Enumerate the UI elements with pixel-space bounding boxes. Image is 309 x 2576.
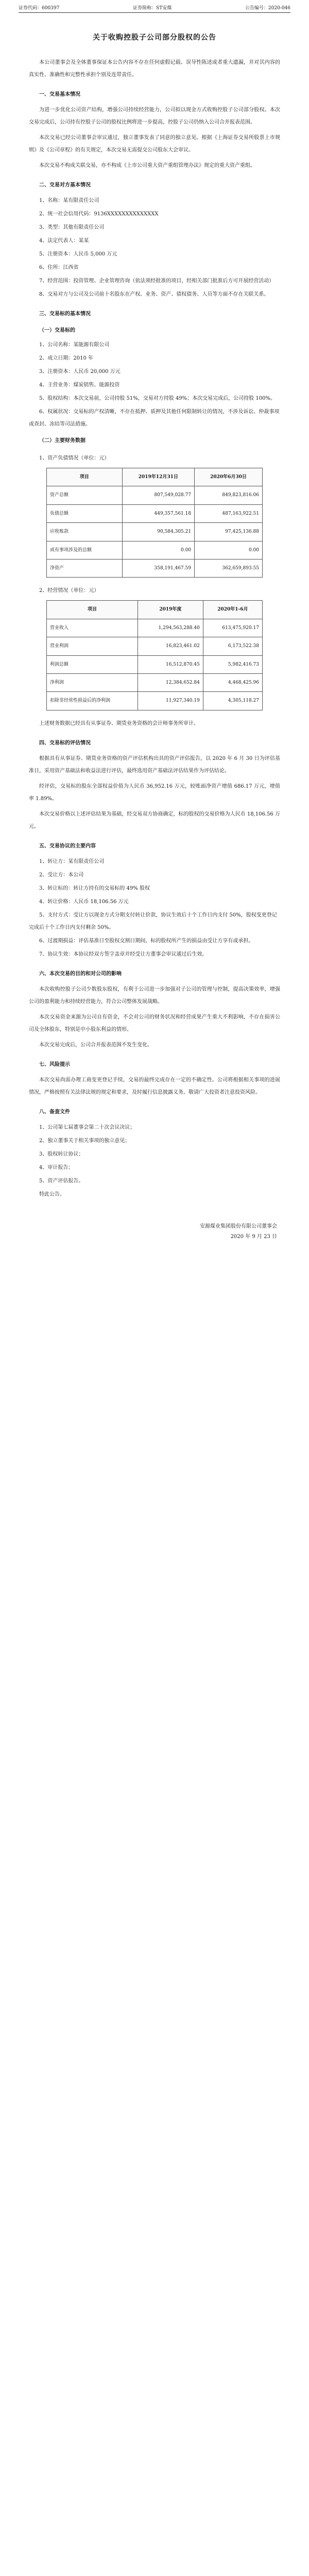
paragraph: 本次交易已经公司董事会审议通过，独立董事发表了同意的独立意见。根据《上海证券交易所股票上市规则》及《公司章程》的有关规定，本次交易无需提交公司股东大会审议。: [29, 135, 280, 153]
subsection-heading: （一）交易标的: [39, 328, 75, 333]
list-item: 1、公司名称：某能源有限公司: [39, 342, 110, 348]
table-row: [47, 523, 263, 541]
table-row: [47, 692, 263, 710]
list-item: 2、成立日期：2010 年: [39, 355, 93, 361]
table-cell: 6,173,522.38: [203, 637, 262, 655]
table-row: [47, 619, 263, 637]
list-item: 6、权属状况：交易标的产权清晰，不存在抵押、质押及其他任何限制转让的情况，不涉及诉讼、仲裁事项或查封、冻结等司法措施。: [29, 409, 280, 427]
section-heading: 七、风险提示: [39, 1061, 70, 1067]
table-cell: 4,468,425.96: [203, 673, 262, 691]
list-item: 2、独立董事关于相关事项的独立意见；: [39, 1138, 130, 1144]
list-item: 5、支付方式：受让方以现金方式分期支付转让价款，协议生效后十个工作日内支付 50%，股权变更登记完成后十个工作日内支付剩余 50%。: [29, 912, 277, 930]
list-item: 8、交易对方与公司及公司前十名股东在产权、业务、资产、债权债务、人员等方面不存在关联关系。: [39, 292, 269, 297]
section-heading: 八、备查文件: [39, 1109, 70, 1115]
paragraph: 本次交易尚需办理工商变更登记手续，交易的最终完成存在一定的不确定性。公司将根据相关事项的进展情况，严格按照有关法律法规的规定和要求，及时履行信息披露义务。敬请广大投资者注意投资风险。: [29, 1077, 280, 1095]
table-row: [47, 559, 263, 577]
signature-block: [29, 1222, 277, 1242]
announcement-number: 公告编号：2020-046: [245, 6, 290, 11]
table-row: [47, 541, 263, 559]
stock-name: 证券简称：ST安煤: [133, 6, 172, 11]
table-cell: 12,384,652.84: [138, 673, 203, 691]
intro-statement: 本公司董事会及全体董事保证本公告内容不存在任何虚假记载、误导性陈述或者重大遗漏，并对其内容的真实性、准确性和完整性承担个别及连带责任。: [29, 60, 280, 78]
list-item: 5、资产评估报告。: [39, 1178, 84, 1184]
list-item: 7、经营范围：投资管理、企业管理咨询（依法须经批准的项目，经相关部门批准后方可开展经营活动）: [39, 278, 274, 284]
list-item: 3、股权转让协议；: [39, 1151, 84, 1157]
table-caption: 2、经营情况（单位：元）: [39, 588, 99, 594]
list-item: 1、公司第七届董事会第二十次会议决议；: [39, 1124, 135, 1130]
table-cell: 90,584,305.21: [122, 523, 195, 541]
column-header: 2019年度: [138, 601, 203, 619]
table-row: [47, 504, 263, 522]
row-label: 应收账款: [47, 523, 123, 541]
row-label: 扣除非经常性损益后的净利润: [47, 692, 138, 710]
table-cell: 362,659,893.55: [195, 559, 263, 577]
table-cell: 16,823,461.02: [138, 637, 203, 655]
column-header: 项目: [47, 601, 138, 619]
section-heading: 三、交易标的基本情况: [39, 311, 91, 317]
table-row: [47, 655, 263, 673]
column-header: 2019年12月31日: [122, 468, 195, 486]
list-item: 7、协议生效：本协议经双方签字盖章并经受让方董事会审议通过后生效。: [39, 951, 208, 957]
list-item: 4、法定代表人：某某: [39, 238, 89, 244]
signature-date: 2020 年 9 月 23 日: [230, 1233, 277, 1240]
list-item: 2、受让方：本公司: [39, 872, 84, 878]
column-header: 2020年1-6月: [203, 601, 262, 619]
table-cell: 0.00: [195, 541, 263, 559]
table-cell: 487,163,922.51: [195, 504, 263, 522]
list-item: 6、住所：江西省: [39, 265, 79, 270]
table-caption: 1、资产负债情况（单位：元）: [39, 455, 110, 461]
table-cell: 613,475,920.17: [203, 619, 262, 637]
column-header: 项目: [47, 468, 123, 486]
stock-code: 证券代码：600397: [19, 6, 60, 11]
table-cell: 16,512,870.45: [138, 655, 203, 673]
row-label: 营业收入: [47, 619, 138, 637]
audit-note: 上述财务数据已经具有从事证券、期货业务资格的会计师事务所审计。: [39, 720, 199, 726]
section-heading: 四、交易标的评估情况: [39, 740, 91, 746]
row-label: 或有事项涉及的总额: [47, 541, 123, 559]
list-item: 1、名称：某有限责任公司: [39, 198, 99, 204]
table-cell: 358,191,467.59: [122, 559, 195, 577]
section-heading: 二、交易对方基本情况: [39, 182, 91, 188]
table-cell: 11,927,340.19: [138, 692, 203, 710]
table-row: [47, 673, 263, 691]
list-item: 3、转让标的：转让方持有的交易标的 49% 股权: [39, 885, 150, 891]
table-header-row: [47, 601, 263, 619]
table-cell: 4,305,118.27: [203, 692, 262, 710]
list-item: 2、统一社会信用代码：9136XXXXXXXXXXXXXX: [39, 211, 159, 217]
row-label: 资产总额: [47, 486, 123, 504]
balance-sheet-table: [46, 468, 263, 578]
paragraph: 本次交易价格以上述评估结果为基础，经交易双方协商确定，标的股权的交易价格为人民币 18,106.56 万元。: [29, 811, 280, 829]
row-label: 净资产: [47, 559, 123, 577]
paragraph: 为进一步优化公司资产结构，增强公司持续经营能力，公司拟以现金方式收购控股子公司部分股权。本次交易完成后，公司持有控股子公司的股权比例将进一步提高，控股子公司仍纳入公司合并报表范围。: [29, 107, 280, 125]
paragraph: 本次交易完成后，公司合并报表范围不发生变化。: [39, 1042, 152, 1048]
section-heading: 五、交易协议的主要内容: [39, 843, 96, 849]
list-item: 1、转让方：某有限责任公司: [39, 858, 105, 865]
list-item: 5、注册资本：人民币 5,000 万元: [39, 251, 117, 257]
document-title: 关于收购控股子公司部分股权的公告: [93, 33, 216, 42]
paragraph: 经评估，交易标的股东全部权益价值为人民币 36,952.16 万元，较账面净资产增值 686.17 万元，增值率 1.89%。: [29, 783, 280, 802]
paragraph: 根据具有从事证券、期货业务资格的资产评估机构出具的资产评估报告，以 2020 年 6 月 30 日为评估基准日，采用资产基础法和收益法进行评估，最终选用资产基础法评估结果作为评估结论。: [29, 755, 280, 774]
list-item: 3、类型：其他有限责任公司: [39, 225, 105, 230]
income-statement-table: [46, 600, 263, 710]
list-item: 5、股权结构：本次交易前，公司持股 51%，交易对方持股 49%；本次交易完成后，公司持股 100%。: [39, 396, 276, 401]
table-cell: 0.00: [122, 541, 195, 559]
subsection-heading: （二）主要财务数据: [39, 438, 85, 444]
announcement-header: [19, 4, 290, 13]
closing-statement: 特此公告。: [39, 1191, 65, 1197]
row-label: 净利润: [47, 673, 138, 691]
section-heading: 六、本次交易的目的和对公司的影响: [39, 971, 122, 977]
paragraph: 本次交易不构成关联交易，亦不构成《上市公司重大资产重组管理办法》规定的重大资产重组。: [39, 163, 255, 168]
column-header: 2020年6月30日: [195, 468, 263, 486]
table-row: [47, 637, 263, 655]
list-item: 6、过渡期损益：评估基准日至股权交割日期间，标的股权所产生的损益由受让方享有或承担。: [39, 938, 254, 944]
paragraph: 本次交易资金来源为公司自有资金，不会对公司的财务状况和经营成果产生重大不利影响，不存在损害公司及全体股东，特别是中小股东利益的情形。: [29, 1014, 280, 1032]
list-item: 4、审计报告；: [39, 1164, 74, 1171]
list-item: 4、转让价格：人民币 18,106.56 万元: [39, 899, 129, 905]
paragraph: 本次收购控股子公司少数股东股权，有利于公司进一步加强对子公司的管理与控制，提高决策效率，增强公司的盈利能力和持续经营能力，符合公司整体发展战略。: [29, 986, 280, 1005]
table-row: [47, 486, 263, 504]
document-body: [29, 57, 280, 1242]
table-cell: 5,982,416.73: [203, 655, 262, 673]
row-label: 营业利润: [47, 637, 138, 655]
signature-company: 安源煤业集团股份有限公司董事会: [200, 1223, 277, 1229]
table-cell: 807,549,028.77: [122, 486, 195, 504]
table-header-row: [47, 468, 263, 486]
list-item: 3、注册资本：人民币 20,000 万元: [39, 369, 121, 375]
table-cell: 1,294,563,288.40: [138, 619, 203, 637]
table-cell: 97,425,136.88: [195, 523, 263, 541]
list-item: 4、主营业务：煤炭销售、能源投资: [39, 382, 120, 388]
row-label: 利润总额: [47, 655, 138, 673]
table-cell: 449,357,561.18: [122, 504, 195, 522]
section-heading: 一、交易基本情况: [39, 92, 80, 97]
row-label: 负债总额: [47, 504, 123, 522]
table-cell: 849,823,816.06: [195, 486, 263, 504]
